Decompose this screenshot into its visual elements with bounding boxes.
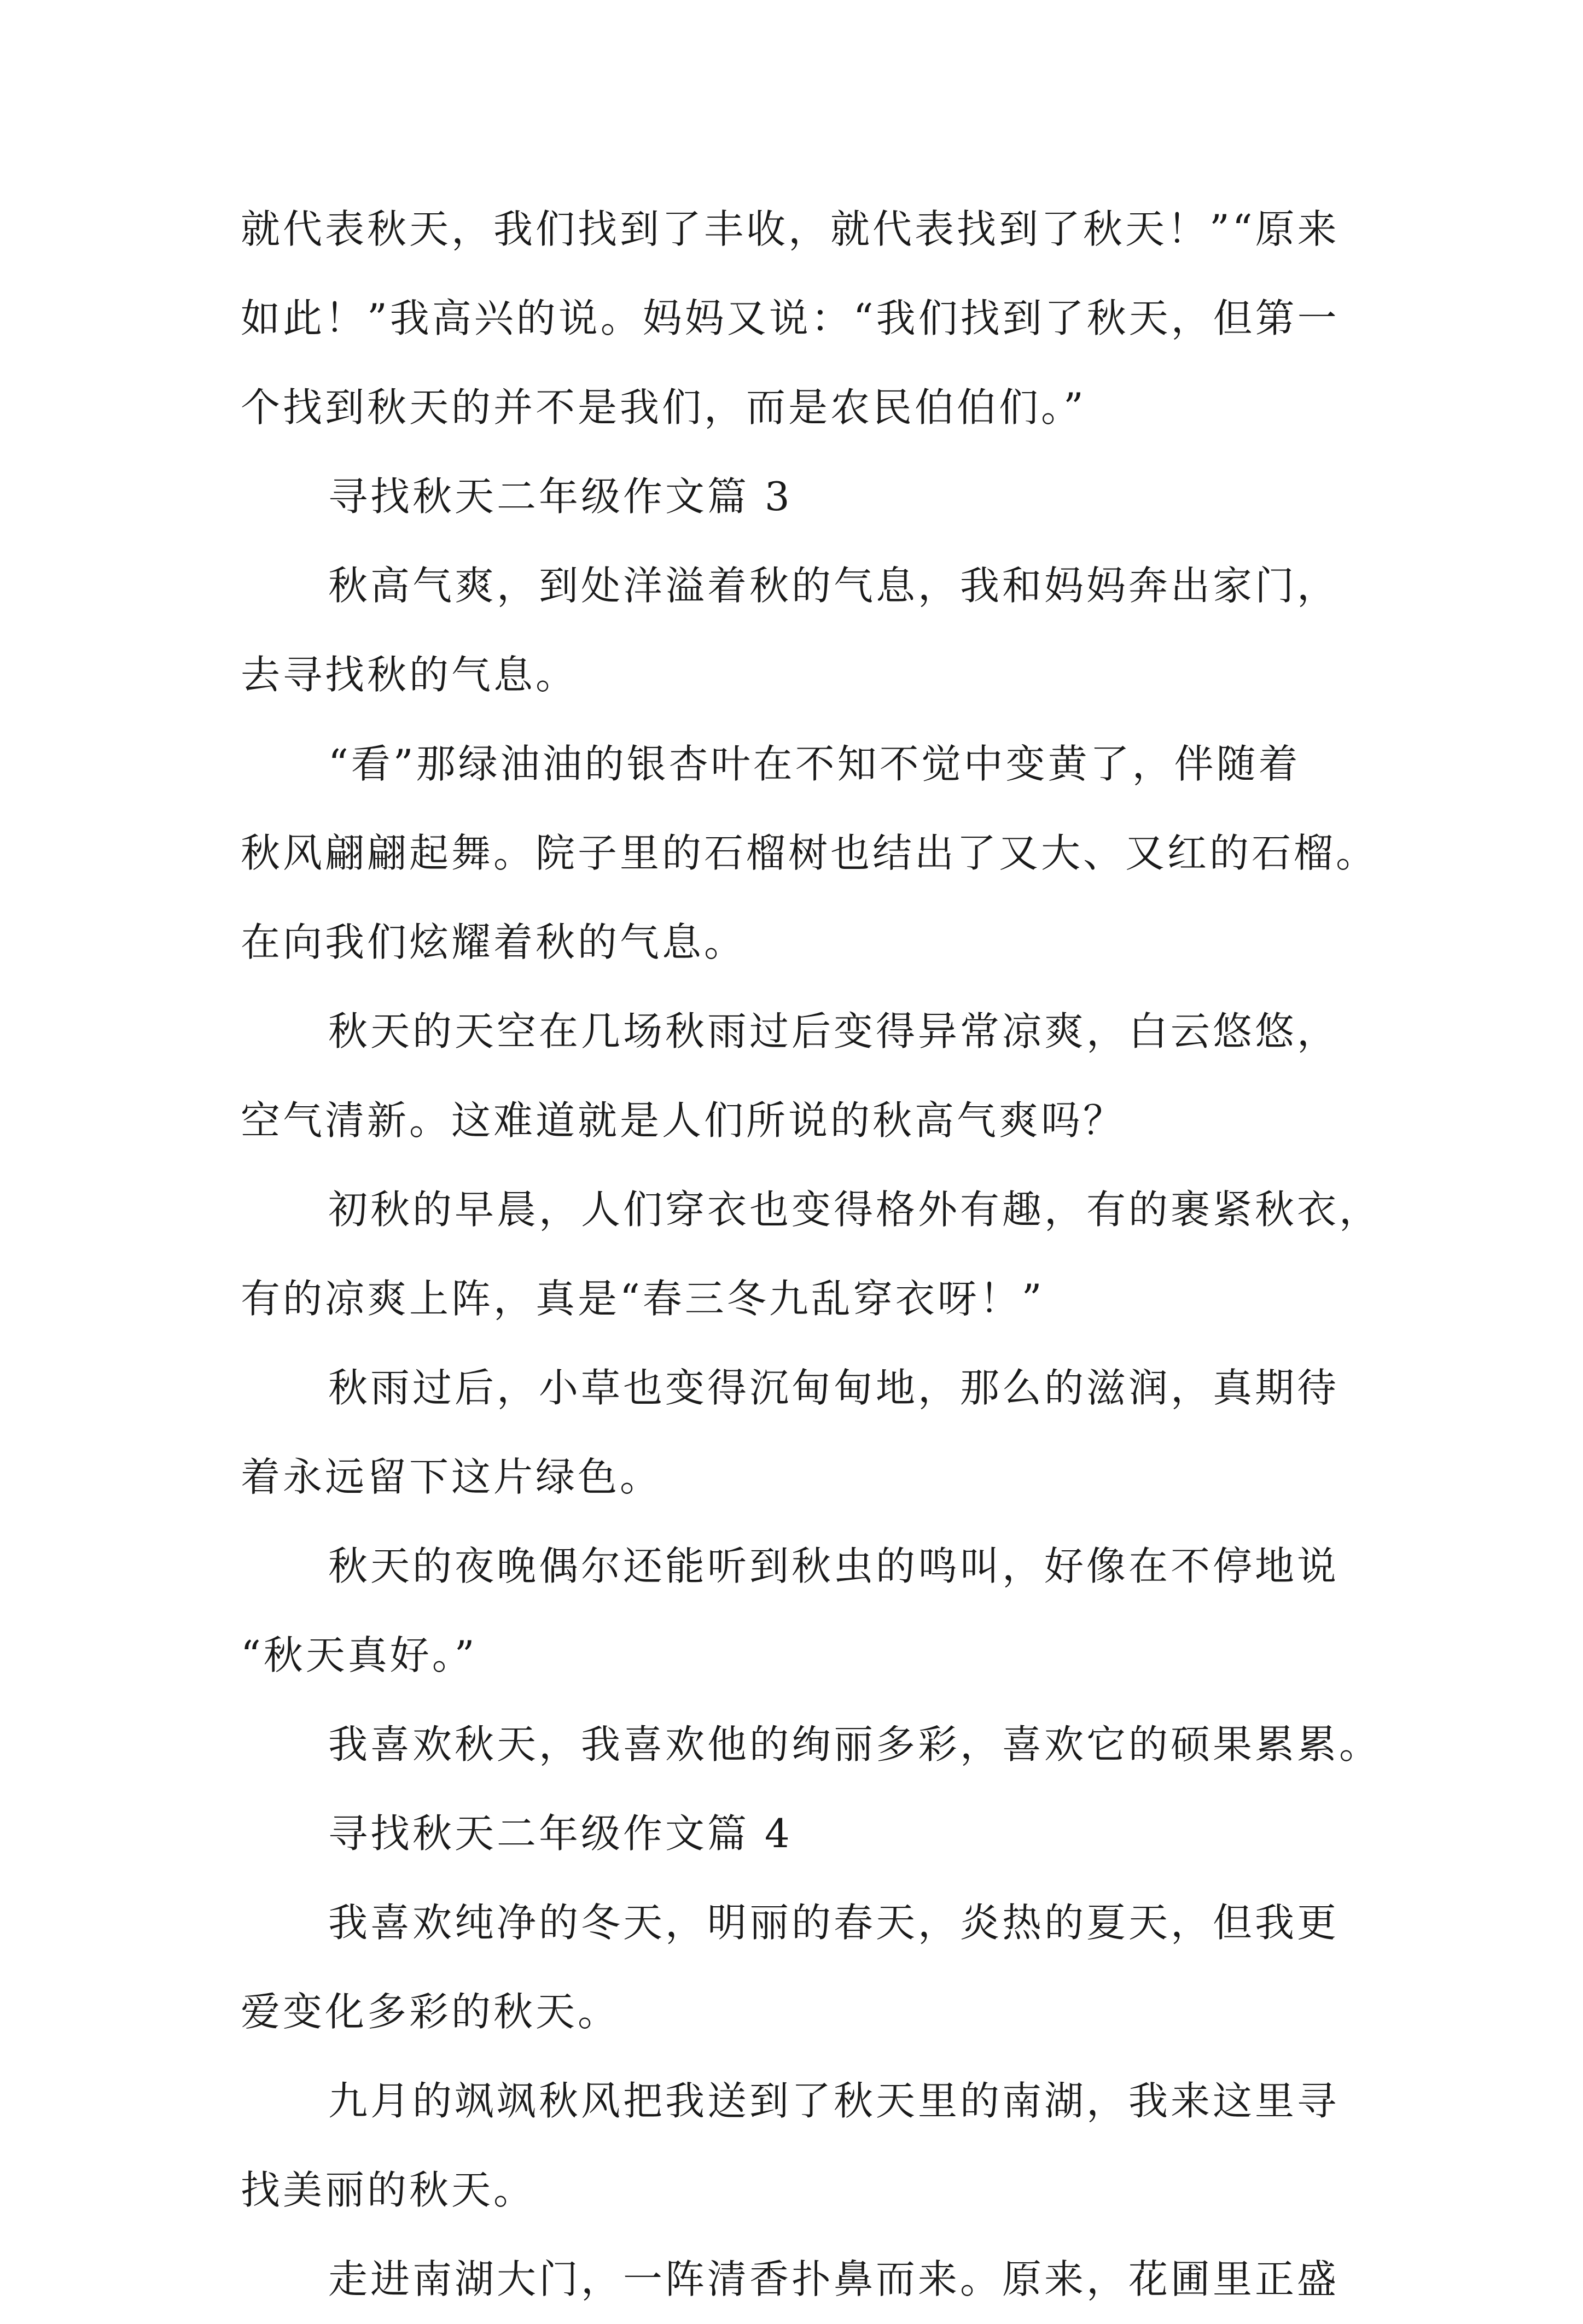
text-line: 找美丽的秋天。 — [241, 2167, 536, 2213]
text-line: “秋天真好。” — [241, 1632, 478, 1678]
text-line: 我喜欢纯净的冬天，明丽的春天，炎热的夏天，但我更 — [328, 1900, 1340, 1946]
text-line: 走进南湖大门，一阵清香扑鼻而来。原来，花圃里正盛 — [328, 2256, 1340, 2302]
text-line: 去寻找秋的气息。 — [241, 652, 578, 698]
text-line: 着永远留下这片绿色。 — [241, 1454, 662, 1500]
text-line: 空气清新。这难道就是人们所说的秋高气爽吗？ — [241, 1097, 1126, 1143]
text-line: “看”那绿油油的银杏叶在不知不觉中变黄了，伴随着 — [328, 741, 1301, 787]
section-heading: 寻找秋天二年级作文篇 3 — [328, 474, 793, 519]
text-line: 初秋的早晨，人们穿衣也变得格外有趣，有的裹紧秋衣， — [328, 1187, 1382, 1233]
section-heading: 寻找秋天二年级作文篇 4 — [328, 1811, 793, 1856]
text-line: 秋风翩翩起舞。院子里的石榴树也结出了又大、又红的石榴。 — [241, 830, 1378, 876]
document-body — [241, 185, 1382, 2324]
text-line: 爱变化多彩的秋天。 — [241, 1989, 620, 2035]
text-line: 秋天的夜晚偶尔还能听到秋虫的鸣叫，好像在不停地说 — [328, 1543, 1340, 1589]
text-line: 如此！”我高兴的说。妈妈又说：“我们找到了秋天，但第一 — [241, 295, 1340, 341]
text-line: 秋天的天空在几场秋雨过后变得异常凉爽，白云悠悠， — [328, 1008, 1340, 1054]
text-line: 我喜欢秋天，我喜欢他的绚丽多彩，喜欢它的硕果累累。 — [328, 1721, 1382, 1767]
text-line: 就代表秋天，我们找到了丰收，就代表找到了秋天！”“原来 — [241, 206, 1340, 252]
text-line: 个找到秋天的并不是我们，而是农民伯伯们。” — [241, 384, 1086, 430]
text-line: 九月的飒飒秋风把我送到了秋天里的南湖，我来这里寻 — [328, 2078, 1340, 2124]
text-line: 秋高气爽，到处洋溢着秋的气息，我和妈妈奔出家门， — [328, 563, 1340, 609]
text-line: 有的凉爽上阵，真是“春三冬九乱穿衣呀！” — [241, 1276, 1045, 1322]
text-line: 秋雨过后，小草也变得沉甸甸地，那么的滋润，真期待 — [328, 1365, 1340, 1411]
text-line: 在向我们炫耀着秋的气息。 — [241, 919, 747, 965]
